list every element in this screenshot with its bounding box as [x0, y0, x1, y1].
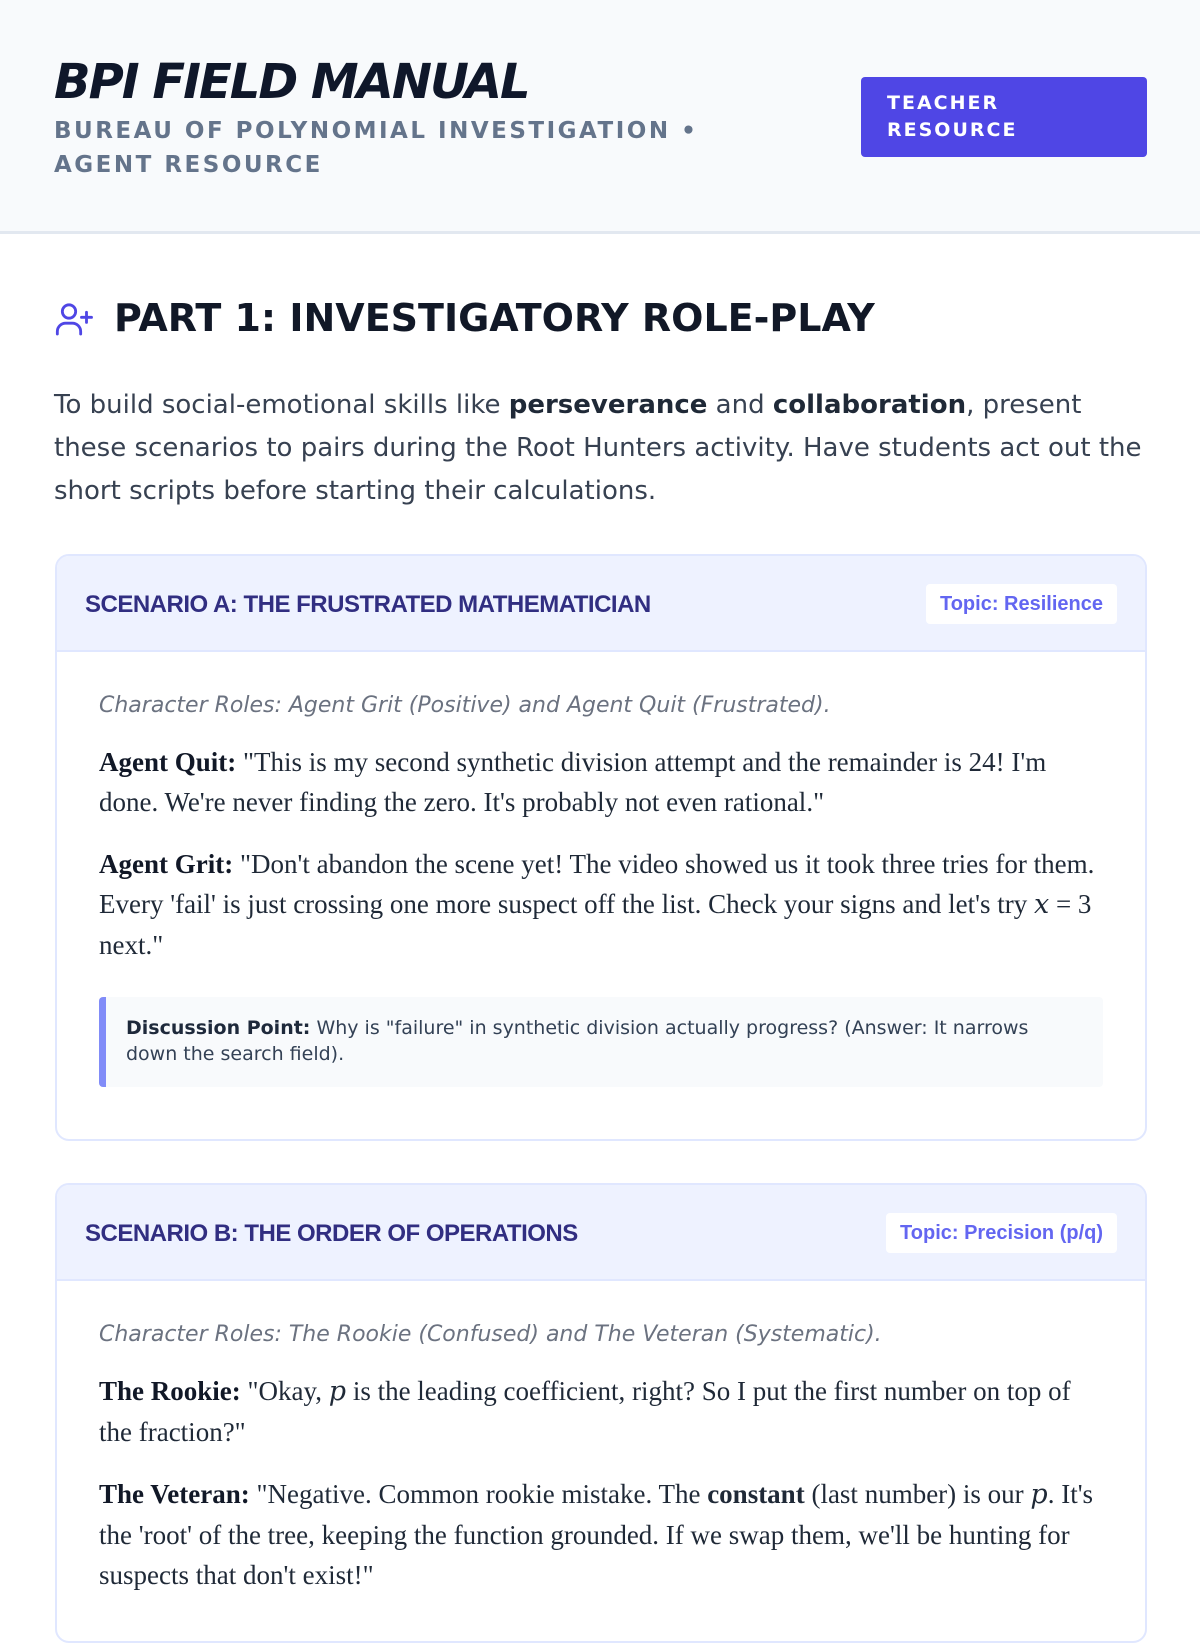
dialogue-line	[99, 1371, 1103, 1452]
speaker-name: Agent Grit:	[99, 849, 234, 879]
dialogue-text: "Negative. Common rookie mistake. The	[249, 1479, 708, 1509]
scenario-header	[57, 556, 1145, 652]
math-variable: p	[328, 1376, 347, 1407]
discussion-label: Discussion Point:	[126, 1017, 311, 1039]
intro-paragraph	[54, 384, 1150, 513]
part-title: PART 1: INVESTIGATORY ROLE-PLAY	[114, 296, 875, 340]
scenario-title: SCENARIO A: THE FRUSTRATED MATHEMATICIAN	[85, 591, 651, 618]
discussion-text: Why is "failure" in synthetic division actually progress? (Answer: It narrows down the search field).	[126, 1017, 1029, 1065]
scenario-body	[57, 652, 1145, 1087]
scenario-body	[57, 1281, 1145, 1595]
scenario-header	[57, 1185, 1145, 1281]
math-variable: p	[1030, 1479, 1048, 1510]
character-roles: Character Roles: Agent Grit (Positive) and Agent Quit (Frustrated).	[99, 693, 831, 718]
dialogue-text: "Don't abandon the scene yet! The video showed us it took three tries for them. Every 'fail' is just crossing one more suspect off the list. Check your signs and let's try	[99, 849, 1095, 919]
dialogue-text: (last number) is our	[804, 1479, 1031, 1509]
dialogue-text: . It's the 'root' of the tree, keeping the function grounded. If we swap them, we'll be hunting for suspects that don't exist!"	[99, 1479, 1094, 1590]
emphasis-text: constant	[707, 1479, 805, 1509]
speaker-name: The Veteran:	[99, 1479, 250, 1509]
intro-text: and	[707, 390, 773, 420]
manual-subtitle: BUREAU OF POLYNOMIAL INVESTIGATION • AGENT RESOURCE	[54, 118, 699, 178]
scenario-card	[55, 554, 1147, 1141]
intro-emphasis: collaboration	[772, 390, 967, 420]
dialogue-line	[99, 1474, 1103, 1595]
dialogue-text: is the leading coefficient, right? So I put the first number on top of the fraction?"	[99, 1376, 1071, 1447]
intro-text: , present these scenarios to pairs during the Root Hunters activity. Have students act out the short scripts before starting their calculations.	[54, 390, 1142, 506]
intro-emphasis: perseverance	[508, 390, 708, 420]
topic-tag: Topic: Precision (p/q)	[886, 1213, 1117, 1253]
dialogue-text: next."	[99, 930, 164, 960]
speaker-name: The Rookie:	[99, 1376, 241, 1406]
math-variable: x	[1033, 889, 1050, 920]
dialogue-text: "This is my second synthetic division attempt and the remainder is 24! I'm done. We're never finding the zero. It's probably not even rational."	[99, 747, 1047, 817]
scenario-title: SCENARIO B: THE ORDER OF OPERATIONS	[85, 1220, 578, 1247]
topic-tag: Topic: Resilience	[926, 584, 1117, 624]
intro-text: To build social-emotional skills like	[54, 390, 509, 420]
manual-title: BPI FIELD MANUAL	[54, 54, 529, 110]
scenario-card	[55, 1183, 1147, 1643]
dialogue-text: "Okay,	[240, 1376, 329, 1406]
teacher-resource-badge: TEACHER RESOURCE	[861, 77, 1147, 157]
dialogue-line	[99, 742, 1103, 822]
character-roles: Character Roles: The Rookie (Confused) and The Veteran (Systematic).	[99, 1322, 882, 1347]
speaker-name: Agent Quit:	[99, 747, 237, 777]
page-header	[0, 0, 1200, 234]
math-expression: = 3	[1049, 889, 1092, 919]
discussion-point	[99, 997, 1103, 1087]
user-plus-icon	[54, 299, 94, 339]
dialogue-line	[99, 844, 1103, 965]
